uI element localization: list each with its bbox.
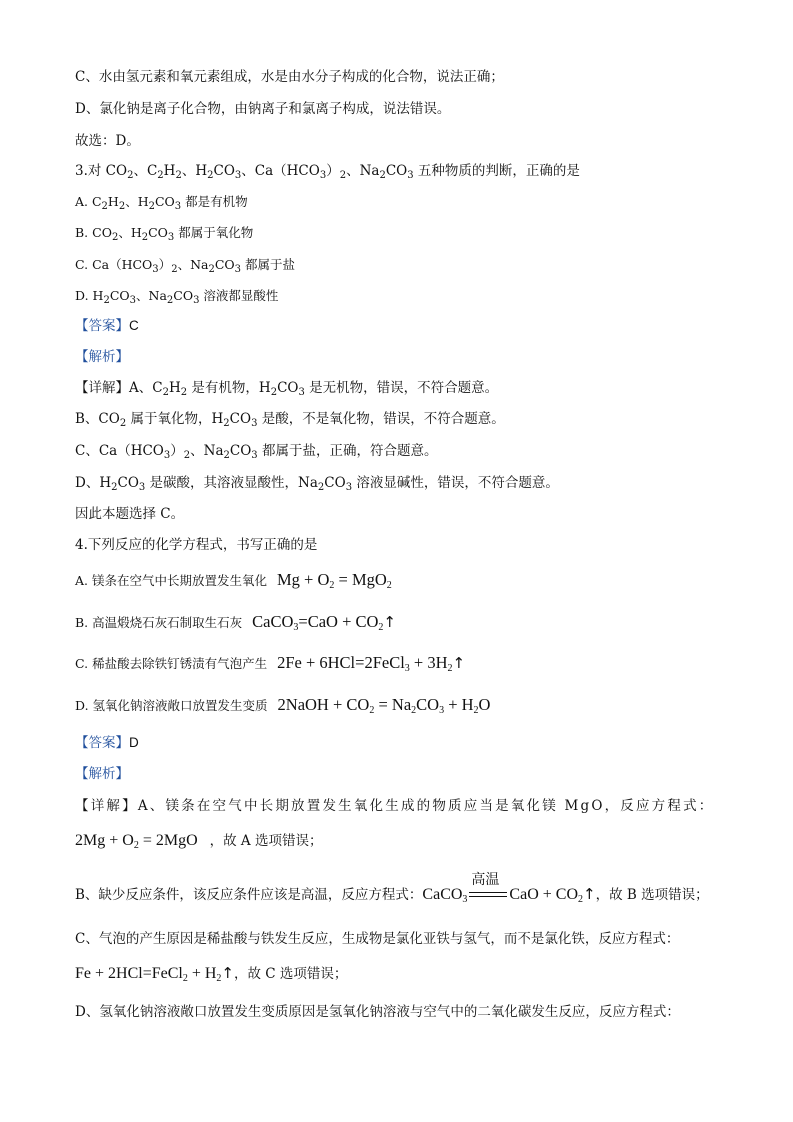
q4-option-a: A. 镁条在空气中长期放置发生氧化 $Mg + O_2 = MgO_2$ [75, 570, 392, 591]
equation: CaCO$_3$ 高温 CaO + $CO_2↑$ [422, 873, 596, 905]
q4-answer [75, 734, 139, 752]
up-arrow-icon: ↑ [583, 885, 596, 903]
q4-detail-a-equation: $2Mg + O_2 = 2MgO$ ，故 A 选项错误； [75, 832, 323, 851]
equation: 2NaOH + $CO_2 = Na_2CO_3 + H_2O$ [277, 695, 491, 716]
q3-analysis-tag: 【解析】 [75, 349, 129, 365]
q3-option-a: A. $C_2H_2$、$H_2CO_3$ 都是有机物 [75, 194, 248, 212]
q3-option-c: C. $Ca(HCO_3)_2$、$Na_2CO_3$ 都属于盐 [75, 257, 295, 275]
q3-detail-c: C、$Ca(HCO_3)_2$、$Na_2CO_3$ 都属于盐，正确，符合题意。 [75, 443, 438, 461]
q3-option-b: B. $CO_2$、$H_2CO_3$ 都属于氧化物 [75, 225, 254, 243]
q4-option-b: B. 高温煅烧石灰石制取生石灰 CaCO$_3$=CaO + $CO_2↑$ [75, 612, 396, 633]
reaction-condition: 高温 [469, 890, 507, 900]
q3-answer [75, 317, 139, 335]
q4-detail-c: C、气泡的产生原因是稀盐酸与铁发生反应，生成物是氯化亚铁与氢气，而不是氯化铁，反应方程式： [75, 931, 680, 947]
q4-option-d: D. 氢氧化钠溶液敞口放置发生变质 2NaOH + $CO_2 = Na_2CO_3 + H_2O$ [75, 695, 491, 716]
up-arrow-icon: ↑ [452, 654, 466, 672]
prev-option-d-explanation: D、氯化钠是离子化合物，由钠离子和氯离子构成，说法错误。 [75, 101, 451, 117]
detail-tag: 【详解】 [75, 798, 138, 814]
q4-detail-a: 【详解】A、镁条在空气中长期放置发生氧化生成的物质应当是氧化镁 MgO，反应方程式： [75, 798, 715, 814]
prev-conclusion: 故选：D。 [75, 133, 140, 149]
q4-stem: 4.下列反应的化学方程式，书写正确的是 [75, 537, 318, 553]
answer-value: D [129, 735, 139, 750]
q3-detail-a: 【详解】A、$C_2H_2$ 是有机物，$H_2CO_3$ 是无机物，错误，不符合题意。 [75, 380, 499, 398]
q4-detail-b: B、缺少反应条件，该反应条件应该是高温，反应方程式：CaCO$_3$ 高温 CaO + $CO_2↑$，故 B 选项错误； [75, 873, 709, 905]
q4-detail-d: D、氢氧化钠溶液敞口放置发生变质原因是氢氧化钠溶液与空气中的二氧化碳发生反应，反应方程式： [75, 1004, 680, 1020]
equation: CaCO$_3$=CaO + $CO_2↑$ [252, 612, 396, 633]
answer-tag: 【答案】 [75, 735, 129, 751]
detail-tag: 【详解】 [75, 380, 129, 396]
up-arrow-icon: ↑ [383, 613, 396, 631]
q4-detail-c-equation: Fe + 2HCl=FeCl$_2$ + $H_2↑$，故 C 选项错误； [75, 964, 348, 984]
prev-option-c-explanation: C、水由氢元素和氧元素组成，水是由水分子构成的化合物，说法正确； [75, 69, 504, 85]
q3-option-d: D. $H_2CO_3$、$Na_2CO_3$ 溶液都显酸性 [75, 288, 279, 306]
q4-analysis-tag: 【解析】 [75, 766, 129, 782]
equation: $Mg + O_2 = MgO_2$ [276, 570, 392, 591]
up-arrow-icon: ↑ [221, 964, 234, 982]
q4-option-c: C. 稀盐酸去除铁钉锈渍有气泡产生 2Fe + 6HCl=2FeCl$_3$ + $3H_2↑$ [75, 653, 466, 674]
q3-conclusion: 因此本题选择 C。 [75, 506, 185, 522]
answer-value: C [129, 318, 139, 333]
q3-stem: 3.对 $CO_2$、$C_2H_2$、$H_2CO_3$、$Ca(HCO_3)_2$、$Na_2CO_3$ 五种物质的判断，正确的是 [75, 163, 580, 181]
q3-detail-d: D、$H_2CO_3$ 是碳酸，其溶液显酸性，$Na_2CO_3$ 溶液显碱性，错误，不符合题意。 [75, 475, 559, 493]
q3-detail-b: B、$CO_2$ 属于氧化物，$H_2CO_3$ 是酸，不是氧化物，错误，不符合题意。 [75, 411, 505, 429]
answer-tag: 【答案】 [75, 318, 129, 334]
equation: 2Fe + 6HCl=2FeCl$_3$ + $3H_2↑$ [277, 653, 466, 674]
